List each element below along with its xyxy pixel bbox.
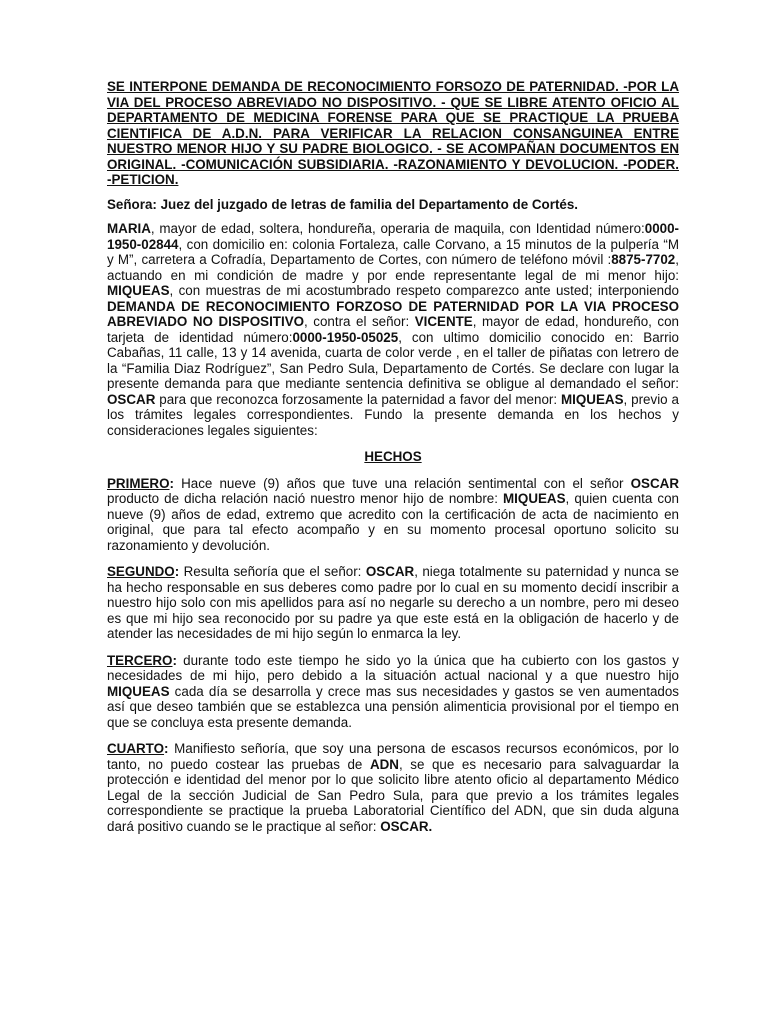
intro-text: , con muestras de mi acostumbrado respeto comparezco ante usted; interponiendo xyxy=(169,283,679,298)
plaintiff-id: 0000-1950-02844 xyxy=(107,221,679,252)
fact-text: durante todo este tiempo he sido yo la única que ha cubierto con los gastos y necesidades de mi hijo, pero debido a la situación actual nacional y a que nuestro hijo xyxy=(107,652,679,683)
fact-label: SEGUNDO xyxy=(107,564,175,579)
plaintiff-name: MARIA xyxy=(107,221,151,236)
fact-label: CUARTO xyxy=(107,741,165,756)
child-name: MIQUEAS xyxy=(561,391,624,407)
intro-text: , mayor de edad, soltera, hondureña, operaria de maquila, con Identidad número: xyxy=(150,221,645,236)
defendant-id: 0000-1950-05025 xyxy=(292,329,399,345)
section-heading-hechos: HECHOS xyxy=(364,449,422,464)
demand-type: DEMANDA DE RECONOCIMIENTO FORZOSO DE PATERNIDAD POR LA VIA PROCESO ABREVIADO NO DISPOSITIVO xyxy=(107,298,679,329)
fact-text: producto de dicha relación nació nuestro menor hijo de nombre: xyxy=(107,491,504,506)
intro-text: , con ultimo domicilio conocido en: Barrio Cabañas, 11 calle, 13 y 14 avenida, cuarta de color verde , en el taller de piñatas con letrero de la “Familia Diaz Rodríguez”, San Pedro Sula, Departamento de Cortés. Se declare con lugar la presente demanda para que mediante sentencia definitiva se obligue al demandado el señor: xyxy=(107,329,679,391)
intro-text: , contra el señor: xyxy=(304,314,415,329)
fact-text: cada día se desarrolla y crece mas sus necesidades y gastos se ven aumentados así que deseo también que se establezca una pensión alimenticia provisional por el tiempo en que se concluya esta presente demanda. xyxy=(107,683,679,730)
fact-tercero xyxy=(107,653,679,731)
fact-text: Manifiesto señoría, que soy una persona de escasos recursos económicos, por lo tanto, no puedo costear las pruebas de xyxy=(107,741,679,772)
father-name: OSCAR. xyxy=(380,818,433,834)
father-name: OSCAR xyxy=(107,391,156,407)
fact-text: , se que es necesario para salvaguardar la protección e identidad del menor por lo que solicito libre atento oficio al departamento Médico Legal de la sección Judicial de San Pedro Sula, para que previo a los trámites legales correspondiente se practique la prueba Laboratorial Científico del ADN, que sin duda alguna dará positivo cuando se le practique al señor: xyxy=(107,756,679,834)
fact-text: Hace nueve (9) años que tuve una relación sentimental con el señor xyxy=(173,475,631,491)
fact-segundo xyxy=(107,564,679,642)
fact-primero xyxy=(107,476,679,554)
fact-colon: : xyxy=(169,475,174,491)
document-title: SE INTERPONE DEMANDA DE RECONOCIMIENTO FORSOZO DE PATERNIDAD. -POR LA VIA DEL PROCESO ABREVIADO NO DISPOSITIVO. - QUE SE LIBRE ATENTO OFICIO AL DEPARTAMENTO DE MEDICINA FORENSE PARA QUE SE PRACTIQUE LA PRUEBA CIENTIFICA DE A.D.N. PARA VERIFICAR LA RELACION CONSANGUINEA ENTRE NUESTRO MENOR HIJO Y SU PADRE BIOLOGICO. - SE ACOMPAÑAN DOCUMENTOS EN ORIGINAL. -COMUNICACIÓN SUBSIDIARIA. -RAZONAMIENTO Y DEVOLUCION. -PODER. -PETICION. xyxy=(107,79,679,187)
father-name: OSCAR xyxy=(630,475,679,491)
father-name: OSCAR xyxy=(365,564,415,579)
adn-term: ADN xyxy=(369,756,399,772)
fact-text: Resulta señoría que el señor: xyxy=(179,564,366,579)
fact-colon: : xyxy=(174,564,180,579)
addressee-line: Señora: Juez del juzgado de letras de familia del Departamento de Cortés. xyxy=(107,196,579,212)
intro-paragraph xyxy=(107,221,679,438)
intro-text: , con domicilio en: colonia Fortaleza, calle Corvano, a 15 minutos de la pulpería “M y M”, carretera a Cofradía, Departamento de Cortes, con número de teléfono móvil : xyxy=(107,236,679,267)
fact-text: , niega totalmente su paternidad y nunca se ha hecho responsable en sus deberes como padre por lo cual en su momento decidí inscribir a nuestro hijo solo con mis apellidos para así no negarle su derecho a un nombre, pero mi deseo es que mi hijo sea reconocido por su padre ya que este está en la obligación de hacerlo y de atender las necesidades de mi hijo según lo enmarca la ley. xyxy=(107,564,679,641)
fact-text: , quien cuenta con nueve (9) años de edad, extremo que acredito con la certificación de acta de nacimiento en original, que para tal efecto acompaño y en su momento procesal oportuno solicito su razonamiento y devolución. xyxy=(107,491,679,553)
intro-text: , mayor de edad, hondureño, con tarjeta de identidad número: xyxy=(107,314,679,345)
phone-number: 8875-7702 xyxy=(611,252,676,267)
child-name: MIQUEAS xyxy=(107,283,170,298)
fact-label: PRIMERO xyxy=(107,475,170,491)
defendant-name: VICENTE xyxy=(414,314,473,329)
fact-label: TERCERO xyxy=(107,652,173,668)
intro-text: , actuando en mi condición de madre y por ende representante legal de mi menor hijo: xyxy=(107,252,679,283)
child-name: MIQUEAS xyxy=(503,491,566,506)
fact-colon: : xyxy=(164,741,169,756)
fact-colon: : xyxy=(172,652,177,668)
fact-cuarto xyxy=(107,741,679,834)
intro-text: , previo a los trámites legales correspondientes. Fundo la presente demanda en los hechos y consideraciones legales siguientes: xyxy=(107,391,679,438)
child-name: MIQUEAS xyxy=(107,683,170,699)
intro-text: para que reconozca forzosamente la paternidad a favor del menor: xyxy=(155,391,561,407)
